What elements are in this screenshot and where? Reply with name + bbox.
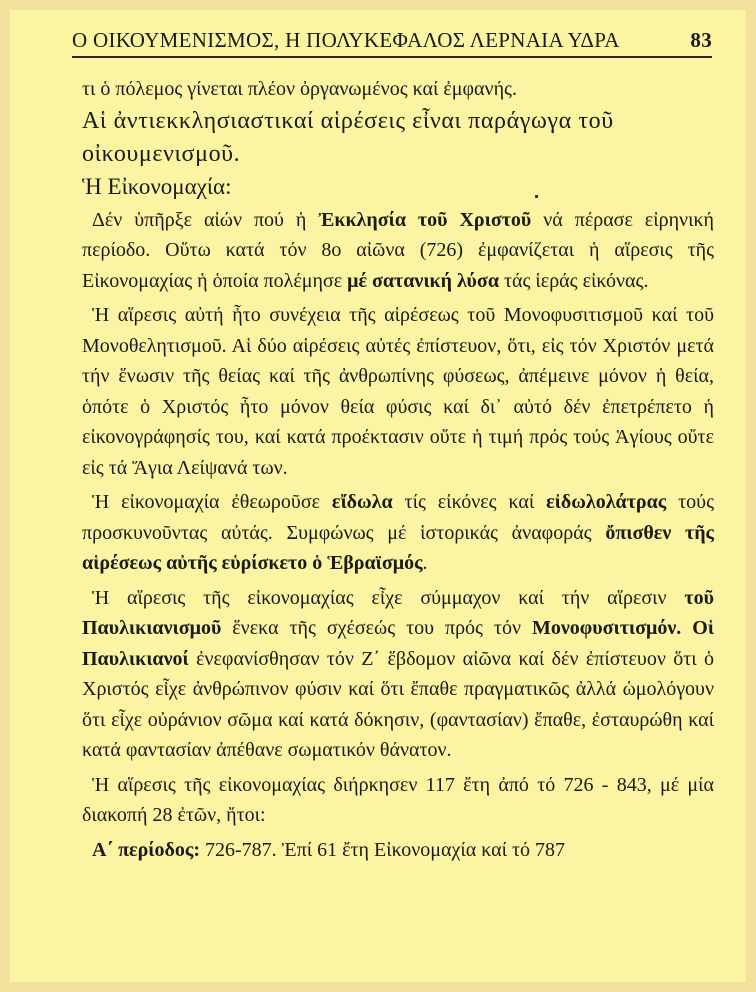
paragraph-6: Α΄ περίοδος: 726-787. Ἐπί 61 ἔτη Εἰκονομαχία καί τό 787 — [92, 838, 566, 861]
emphasis: τοῦ Παυλικιανισμοῦ — [82, 586, 714, 639]
page-body — [82, 74, 714, 865]
paragraph-5: Ἡ αἵρεσις τῆς εἰκονομαχίας διήρκησεν 117 ἔτη ἀπό τό 726 - 843, μέ μία διακοπή 28 ἐτῶν, ἤτοι: — [82, 773, 714, 826]
emphasis: Ἐκκλησία τοῦ Χριστοῦ — [318, 208, 532, 231]
paragraph-3: Ἡ εἰκονομαχία ἐθεωροῦσε εἴδωλα τίς εἰκόνες καί εἰδωλολάτρας τούς προσκυνοῦντας αὐτάς. Συμφώνως μέ ἱστορικάς ἀναφοράς ὄπισθεν τῆς αἱρέσεως αὐτῆς εὑρίσκετο ὁ Ἑβραϊσμός. — [82, 491, 714, 574]
emphasis: ὄπισθεν τῆς αἱρέσεως αὐτῆς εὑρίσκετο ὁ Ἑβραϊσμός — [82, 521, 714, 574]
header-rule — [72, 56, 712, 58]
paragraph-2: Ἡ αἵρεσις αὐτή ἦτο συνέχεια τῆς αἱρέσεως τοῦ Μονοφυσιτισμοῦ καί τοῦ Μονοθελητισμοῦ. Αἱ δύο αἱρέσεις αὐτές ἐπίστευον, ὅτι, εἰς τόν Χριστόν μετά τήν ἕνωσιν τῆς θείας καί τῆς ἀνθρωπίνης φύσεως, ἀπέμεινε μόνον ἡ θεία, ὁπότε ὁ Χριστός ἦτο μόνον θεία φύσις καί δι᾿ αὐτό δέν ἐπετρέπετο ἡ εἰκονογράφησίς του, καί κατά προέκτασιν οὔτε ἡ τιμή πρός τούς Ἁγίους οὔτε εἰς τά Ἅγια Λείψανά των. — [82, 304, 714, 479]
emphasis: εἴδωλα — [331, 491, 393, 513]
header-title: Ο ΟΙΚΟΥΜΕΝΙΣΜΟΣ, Η ΠΟΛΥΚΕΦΑΛΟΣ ΛΕΡΝΑΙΑ ΥΔΡΑ — [72, 28, 620, 52]
subsection-heading: Ἡ Εἰκονομαχία: — [82, 173, 232, 199]
emphasis: εἰδωλολάτρας — [546, 491, 667, 513]
running-header — [72, 28, 712, 56]
section-heading: Αἱ ἀντιεκκλησιαστικαί αἱρέσεις εἶναι παράγωγα τοῦ οἰκουμενισμοῦ. — [82, 107, 614, 167]
paragraph-4: Ἡ αἵρεσις τῆς εἰκονομαχίας εἶχε σύμμαχον καί τήν αἵρεσιν τοῦ Παυλικιανισμοῦ ἕνεκα τῆς σχέσεώς του πρός τόν Μονοφυσιτισμόν. Οἱ Παυλικιανοί ἐνεφανίσθησαν τόν Ζ΄ ἕβδομον αἰῶνα καί δέν ἐπίστευον ὅτι ὁ Χριστός εἶχε ἀνθρώπινον φύσιν καί ὅτι ἔπαθε πραγματικῶς ἀλλά ὡμολόγουν ὅτι εἶχε οὐράνιον σῶμα καί κατά δόκησιν, (φαντασίαν) ἔπαθε, ἐσταυρώθη καί κατά φαντασίαν ἀπέθανε σωματικόν θάνατον. — [82, 586, 714, 761]
paragraph-1: Δέν ὑπῆρξε αἰών πού ἡ Ἐκκλησία τοῦ Χριστοῦ νά πέρασε εἰρηνική περίοδο. Οὕτω κατά τόν 8ο αἰῶνα (726) ἐμφανίζεται ἡ αἵρεσις τῆς Εἰκονομαχίας ἡ ὁποία πολέμησε μέ σατανική λύσα τάς ἱεράς εἰκόνας. — [82, 208, 714, 292]
emphasis: μέ σατανική λύσα — [347, 269, 499, 292]
intro-line: τι ὁ πόλεμος γίνεται πλέον ὀργανωμένος καί ἐμφανής. — [82, 78, 517, 100]
emphasis: Μονοφυσιτισμόν. Οἱ Παυλικιανοί — [82, 617, 714, 670]
page-number: 83 — [690, 28, 712, 52]
period-label: Α΄ περίοδος: — [92, 838, 200, 861]
